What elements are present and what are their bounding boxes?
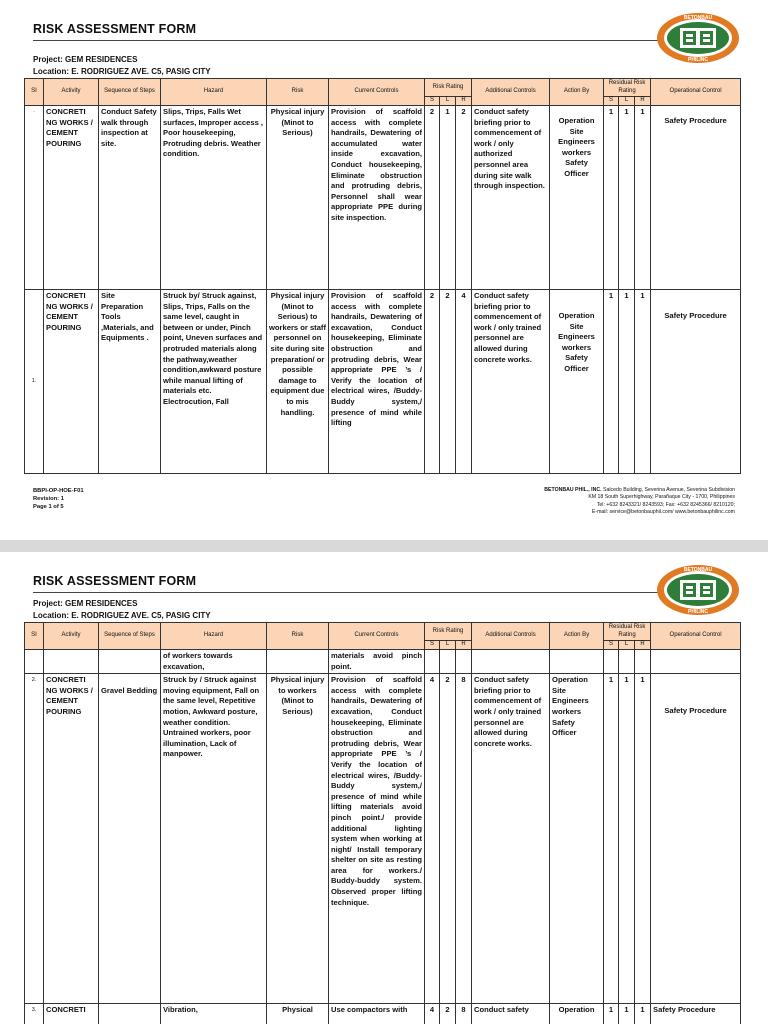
row-current-controls: Provision of scaffold access with complete handrails, Dewatering of excavation, Conduct housekeeping, Eliminate obstruction and protruding debris, Wear appropriate PPE ’s / Verify the location of electrical wires, /Buddy-Buddy system,/ presence of mind while lifting — [329, 290, 425, 474]
row-residual-s: 1 — [604, 106, 619, 290]
row-residual-l: 1 — [619, 106, 635, 290]
row-residual-r: 1 — [635, 674, 651, 1004]
header-residual-s: S — [604, 641, 619, 650]
row-residual-r: 1 — [635, 290, 651, 474]
header-residual-rating: Residual Risk Rating — [604, 623, 651, 641]
header-r: R — [456, 97, 472, 106]
row-hazard: Vibration, — [161, 1004, 267, 1024]
row-residual-r: 1 — [635, 106, 651, 290]
row-r: 8 — [456, 1004, 472, 1024]
row-action-by: Operation — [550, 1004, 604, 1024]
company-name: BETONBAU PHIL., INC. — [544, 487, 602, 493]
project-location: Location: E. RODRIGUEZ AVE. C5, PASIG CITY — [33, 611, 211, 620]
row-r: 2 — [456, 106, 472, 290]
header-residual-s: S — [604, 97, 619, 106]
row-hazard: Struck by / Struck against moving equipment, Fall on the same level, Repetitive motion, Awkward posture, weather condition. Untrained workers, poor illumination, Lack of manpower. — [161, 674, 267, 1004]
header-s: S — [425, 97, 440, 106]
row-si: 3. — [25, 1004, 44, 1024]
header-r: R — [456, 641, 472, 650]
row-l: 2 — [440, 1004, 456, 1024]
row-action-by: Operation Site Engineers workers Safety Officer — [550, 674, 604, 1004]
row-risk: Physical injury to workers (Minot to Serious) — [267, 674, 329, 1004]
row-residual-s: 1 — [604, 290, 619, 474]
row-current-controls: Provision of scaffold access with complete handrails, Dewatering of excavation, Conduct housekeeping, Eliminate obstruction and protruding debris, Wear appropriate PPE ’s / Verify the location of electrical wires, /Buddy-Buddy system,/ presence of mind while lifting materials avoid pinch point./ provide additional lighting system when working at night/ Install temporary shelter on site as resting area for workers./ Buddy-buddy system. Observed proper lifting technique. — [329, 674, 425, 1004]
row-s — [425, 650, 440, 674]
header-hazard: Hazard — [161, 79, 267, 106]
row-sequence: Site Preparation Tools ,Materials, and Equipments . — [99, 290, 161, 474]
row-additional-controls — [472, 650, 550, 674]
svg-text:PHILINC: PHILINC — [688, 57, 708, 63]
row-s: 2 — [425, 290, 440, 474]
row-l: 2 — [440, 674, 456, 1004]
row-risk: Physical injury (Minot to Serious) — [267, 106, 329, 290]
row-activity: CONCRETI NG WORKS / CEMENT POURING — [44, 674, 99, 1004]
row-s: 4 — [425, 674, 440, 1004]
row-sequence: Conduct Safety walk through inspection at site. — [99, 106, 161, 290]
header-operational-control: Operational Control — [651, 79, 741, 106]
header-s: S — [425, 641, 440, 650]
company-logo — [655, 10, 741, 66]
header-current-controls: Current Controls — [329, 623, 425, 650]
row-residual-l: 1 — [619, 290, 635, 474]
row-risk: Physical injury (Minot to Serious) to workers or staff personnel on site during site preparation/ or possible damage to equipment due to mis handling. — [267, 290, 329, 474]
row-si: 2. — [25, 674, 44, 1004]
form-title: RISK ASSESSMENT FORM — [33, 574, 197, 588]
header-action-by: Action By — [550, 79, 604, 106]
header-activity: Activity — [44, 623, 99, 650]
row-residual-s — [604, 650, 619, 674]
risk-table-page-1 — [24, 78, 741, 474]
row-additional-controls: Conduct safety — [472, 1004, 550, 1024]
project-location: Location: E. RODRIGUEZ AVE. C5, PASIG CITY — [33, 67, 211, 76]
row-l: 1 — [440, 106, 456, 290]
row-si — [25, 650, 44, 674]
svg-text:BETONBAU: BETONBAU — [683, 567, 713, 573]
row-activity: CONCRETI — [44, 1004, 99, 1024]
header-residual-l: L — [619, 641, 635, 650]
row-operational-control — [651, 650, 741, 674]
row-action-by: Operation Site Engineers workers Safety Officer — [550, 290, 604, 474]
header-residual-rating: Residual Risk Rating — [604, 79, 651, 97]
row-sequence — [99, 1004, 161, 1024]
table-row — [25, 674, 741, 1004]
row-residual-s: 1 — [604, 674, 619, 1004]
row-activity — [44, 650, 99, 674]
table-row — [25, 1004, 741, 1024]
row-risk: Physical — [267, 1004, 329, 1024]
row-operational-control: Safety Procedure — [651, 106, 741, 290]
form-title: RISK ASSESSMENT FORM — [33, 22, 197, 36]
row-residual-s: 1 — [604, 1004, 619, 1024]
row-s: 2 — [425, 106, 440, 290]
project-name: Project: GEM RESIDENCES — [33, 55, 138, 64]
company-address — [435, 487, 735, 517]
row-current-controls: Use compactors with — [329, 1004, 425, 1024]
row-activity: CONCRETI NG WORKS / CEMENT POURING — [44, 290, 99, 474]
row-hazard: of workers towards excavation, — [161, 650, 267, 674]
title-divider — [33, 592, 698, 593]
row-l — [440, 650, 456, 674]
page-number-line: Page 1 of 5 — [33, 504, 64, 510]
row-residual-r — [635, 650, 651, 674]
header-sequence: Sequence of Steps — [99, 623, 161, 650]
project-name: Project: GEM RESIDENCES — [33, 599, 138, 608]
header-l: L — [440, 641, 456, 650]
row-l: 2 — [440, 290, 456, 474]
row-action-by — [550, 650, 604, 674]
header-si: SI — [25, 623, 44, 650]
row-sequence — [99, 650, 161, 674]
address-line-1: Salcedo Building, Severina Avenue, Severina Subdivision — [603, 487, 735, 493]
row-activity: CONCRETI NG WORKS / CEMENT POURING — [44, 106, 99, 290]
table-row — [25, 650, 741, 674]
row-operational-control: Safety Procedure — [651, 290, 741, 474]
header-si: SI — [25, 79, 44, 106]
header-current-controls: Current Controls — [329, 79, 425, 106]
row-r: 4 — [456, 290, 472, 474]
header-operational-control: Operational Control — [651, 623, 741, 650]
header-additional-controls: Additional Controls — [472, 623, 550, 650]
row-operational-control: Safety Procedure — [651, 674, 741, 1004]
header-activity: Activity — [44, 79, 99, 106]
row-additional-controls: Conduct safety briefing prior to commencement of work / only authorized personnel area during site walk through inspection. — [472, 106, 550, 290]
document-code — [33, 487, 84, 511]
header-residual-r: R — [635, 97, 651, 106]
row-r — [456, 650, 472, 674]
row-si: · — [25, 106, 44, 290]
header-sequence: Sequence of Steps — [99, 79, 161, 106]
header-residual-l: L — [619, 97, 635, 106]
header-additional-controls: Additional Controls — [472, 79, 550, 106]
table-row — [25, 106, 741, 290]
row-residual-l: 1 — [619, 674, 635, 1004]
svg-text:BETONBAU: BETONBAU — [683, 15, 713, 21]
header-risk: Risk — [267, 79, 329, 106]
row-additional-controls: Conduct safety briefing prior to commencement of work / only trained personnel are allowed during concrete works. — [472, 290, 550, 474]
row-operational-control: Safety Procedure — [651, 1004, 741, 1024]
row-residual-l: 1 — [619, 1004, 635, 1024]
header-risk: Risk — [267, 623, 329, 650]
row-sequence: Gravel Bedding — [99, 674, 161, 1004]
company-logo — [655, 562, 741, 618]
header-hazard: Hazard — [161, 623, 267, 650]
address-line-2: KM 18 South Superhighway, Parañaque City - 1700, Philippines — [588, 494, 735, 501]
header-action-by: Action By — [550, 623, 604, 650]
row-risk — [267, 650, 329, 674]
doc-code-line: BBPI-OP-HOE-F01 — [33, 488, 84, 494]
row-current-controls: Provision of scaffold access with complete handrails, Dewatering of accumulated water inside excavation, Conduct housekeeping, Eliminate obstruction and protruding debris, Personnel shall wear appropriate PPE during site inspection. — [329, 106, 425, 290]
row-r: 8 — [456, 674, 472, 1004]
row-si: 1. — [25, 290, 44, 474]
document-page-2 — [0, 552, 768, 1024]
row-residual-r: 1 — [635, 1004, 651, 1024]
header-l: L — [440, 97, 456, 106]
row-s: 4 — [425, 1004, 440, 1024]
svg-text:PHILINC: PHILINC — [688, 609, 708, 615]
contact-email: E-mail: service@betonbauphil.com/ www.betonbauphilinc.com — [591, 509, 735, 516]
revision-line: Revision: 1 — [33, 496, 64, 502]
header-risk-rating: Risk Rating — [425, 623, 472, 641]
row-residual-l — [619, 650, 635, 674]
row-hazard: Slips, Trips, Falls Wet surfaces, Improper access , Poor housekeeping, Protruding debris. Weather condition. — [161, 106, 267, 290]
title-divider — [33, 40, 698, 41]
table-row — [25, 290, 741, 474]
header-risk-rating: Risk Rating — [425, 79, 472, 97]
row-additional-controls: Conduct safety briefing prior to commencement of work / only trained personnel are allowed during concrete works. — [472, 674, 550, 1004]
row-current-controls: materials avoid pinch point. — [329, 650, 425, 674]
row-hazard: Struck by/ Struck against, Slips, Trips, Falls on the same level, caught in between or under, Pinch point, Uneven surfaces and protruded materials along the pathway,weather condition,awkward posture while manual lifting of materials etc. Electrocution, Fall — [161, 290, 267, 474]
risk-table-page-2 — [24, 622, 741, 1024]
header-residual-r: R — [635, 641, 651, 650]
contact-phone: Tel: +632 8243321/ 8243593; Fax: +632 8245366/ 8210120; — [596, 501, 735, 508]
row-action-by: Operation Site Engineers workers Safety Officer — [550, 106, 604, 290]
